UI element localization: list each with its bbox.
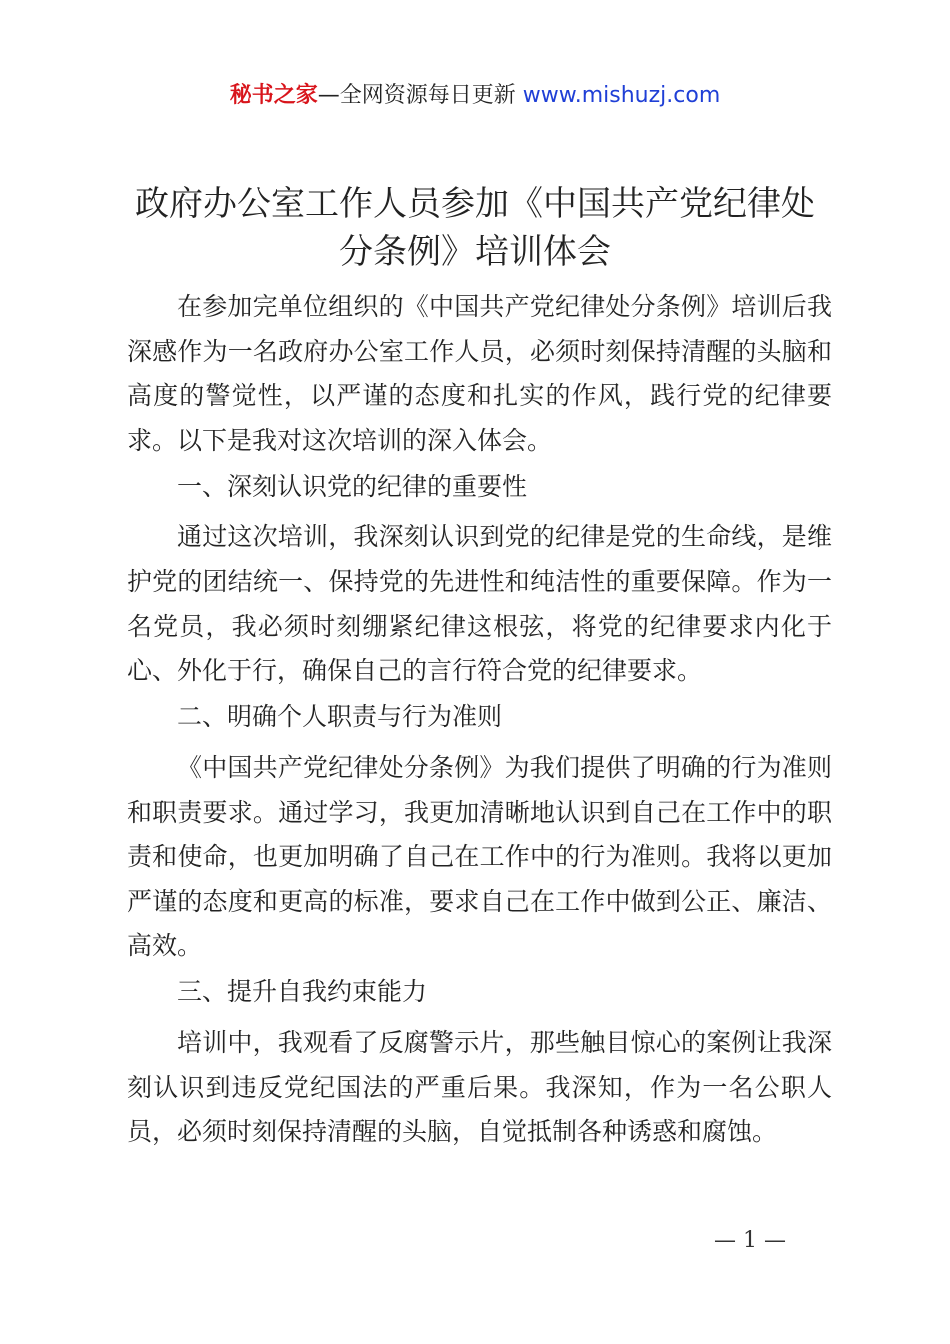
page-number: — 1 —	[714, 1228, 786, 1253]
site-header	[0, 78, 950, 114]
document-title	[100, 180, 850, 276]
section-1-paragraph: 通过这次培训，我深刻认识到党的纪律是党的生命线，是维护党的团结统一、保持党的先进性和纯洁性的重要保障。作为一名党员，我必须时刻绷紧纪律这根弦，将党的纪律要求内化于心、外化于行，确保自己的言行符合党的纪律要求。	[127, 522, 832, 686]
intro-paragraph: 在参加完单位组织的《中国共产党纪律处分条例》培训后我深感作为一名政府办公室工作人员，必须时刻保持清醒的头脑和高度的警觉性，以严谨的态度和扎实的作风，践行党的纪律要求。以下是我对这次培训的深入体会。	[127, 292, 832, 455]
section-3-heading: 三、提升自我约束能力	[177, 977, 428, 1007]
document-body	[127, 285, 832, 1156]
section-2-paragraph: 《中国共产党纪律处分条例》为我们提供了明确的行为准则和职责要求。通过学习，我更加清晰地认识到自己在工作中的职责和使命，也更加明确了自己在工作中的行为准则。我将以更加严谨的态度和更高的标准，要求自己在工作中做到公正、廉洁、高效。	[127, 752, 832, 961]
title-line-1: 政府办公室工作人员参加《中国共产党纪律处	[135, 184, 815, 224]
section-1-heading: 一、深刻认识党的纪律的重要性	[177, 471, 528, 501]
title-line-2: 分条例》培训体会	[339, 232, 611, 272]
site-url-link[interactable]: www.mishuzj.com	[522, 83, 721, 108]
section-2-heading: 二、明确个人职责与行为准则	[177, 702, 503, 732]
header-tagline: —全网资源每日更新	[317, 83, 516, 108]
section-3-paragraph: 培训中，我观看了反腐警示片，那些触目惊心的案例让我深刻认识到违反党纪国法的严重后果。我深知，作为一名公职人员，必须时刻保持清醒的头脑，自觉抵制各种诱惑和腐蚀。	[127, 1028, 832, 1147]
brand-name: 秘书之家	[229, 83, 318, 108]
